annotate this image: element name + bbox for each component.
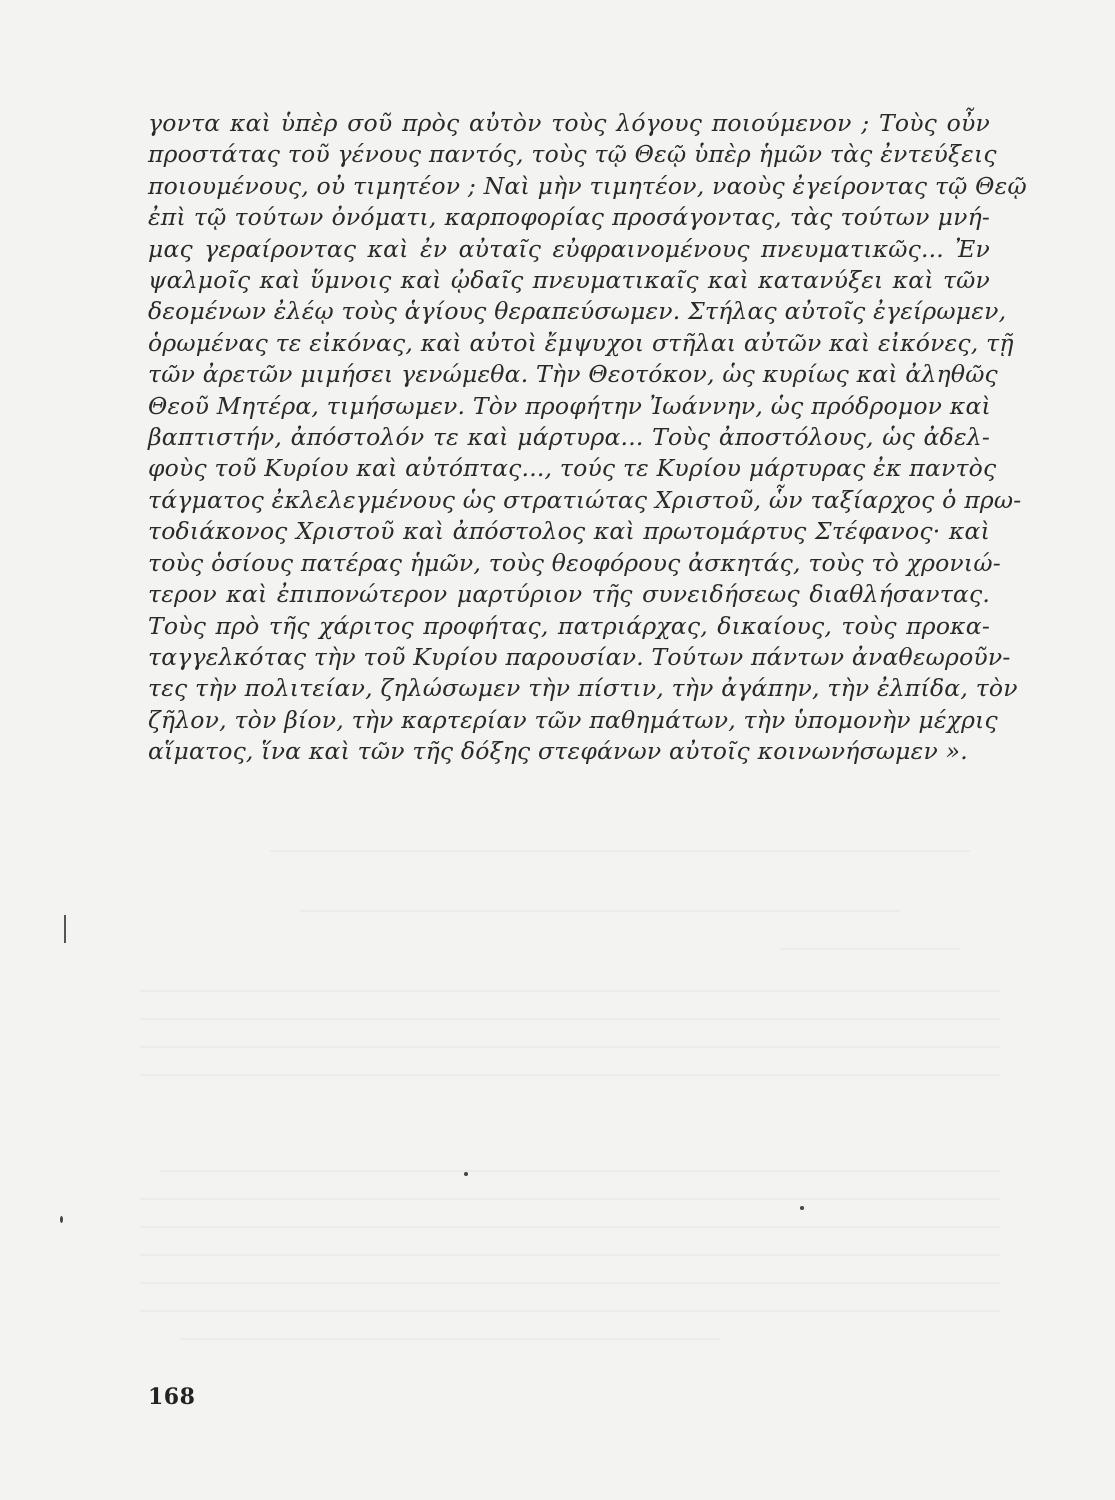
- ink-speck: [60, 1216, 63, 1223]
- ink-speck: [464, 1172, 468, 1176]
- text-line: γοντα καὶ ὑπὲρ σοῦ πρὸς αὐτὸν τοὺς λόγους ποιούμενον ; Τοὺς οὖν: [148, 109, 990, 137]
- text-line: τερον καὶ ἐπιπονώτερον μαρτύριον τῆς συνειδήσεως διαθλήσαντας.: [148, 580, 990, 609]
- text-line: μας γεραίροντας καὶ ἐν αὐταῖς εὐφραινομένους πνευματικῶς... Ἐν: [148, 234, 990, 263]
- text-line: τάγματος ἐκλελεγμένους ὡς στρατιώτας Χριστοῦ, ὧν ταξίαρχος ὁ πρω-: [148, 485, 1022, 514]
- text-line: αἵματος, ἵνα καὶ τῶν τῆς δόξης στεφάνων αὐτοῖς κοινωνήσωμεν ».: [148, 737, 968, 766]
- bleed-through-shadow: [140, 840, 1000, 1360]
- page-number: 168: [148, 1384, 196, 1410]
- text-line: τοδιάκονος Χριστοῦ καὶ ἀπόστολος καὶ πρωτομάρτυς Στέφανος· καὶ: [148, 517, 990, 546]
- text-line: βαπτιστήν, ἀπόστολόν τε καὶ μάρτυρα... Τοὺς ἀποστόλους, ὡς ἀδελ-: [148, 423, 990, 452]
- text-line: Θεοῦ Μητέρα, τιμήσωμεν. Τὸν προφήτην Ἰωάννην, ὡς πρόδρομον καὶ: [148, 391, 991, 420]
- text-line: ἐπὶ τῷ τούτων ὀνόματι, καρποφορίας προσάγοντας, τὰς τούτων μνή-: [148, 203, 990, 232]
- text-line: δεομένων ἐλέῳ τοὺς ἁγίους θεραπεύσωμεν. Στήλας αὐτοῖς ἐγείρωμεν,: [148, 297, 1007, 326]
- text-line: ποιουμένους, οὐ τιμητέον ; Ναὶ μὴν τιμητέον, ναοὺς ἐγείροντας τῷ Θεῷ: [148, 171, 1027, 200]
- ink-speck: [800, 1206, 804, 1210]
- text-line: ψαλμοῖς καὶ ὕμνοις καὶ ᾠδαῖς πνευματικαῖς καὶ κατανύξει καὶ τῶν: [148, 266, 990, 295]
- text-line: προστάτας τοῦ γένους παντός, τοὺς τῷ Θεῷ ὑπὲρ ἡμῶν τὰς ἐντεύξεις: [148, 140, 997, 169]
- body-paragraph: [148, 108, 1027, 768]
- text-line: τῶν ἀρετῶν μιμήσει γενώμεθα. Τὴν Θεοτόκον, ὡς κυρίως καὶ ἀληθῶς: [148, 360, 998, 389]
- text-line: ὁρωμένας τε εἰκόνας, καὶ αὐτοὶ ἔμψυχοι στῆλαι αὐτῶν καὶ εἰκόνες, τῇ: [148, 328, 1014, 357]
- text-line: τες τὴν πολιτείαν, ζηλώσωμεν τὴν πίστιν, τὴν ἀγάπην, τὴν ἐλπίδα, τὸν: [148, 674, 1018, 703]
- text-line: φοὺς τοῦ Κυρίου καὶ αὐτόπτας..., τούς τε Κυρίου μάρτυρας ἐκ παντὸς: [148, 454, 997, 483]
- margin-mark: [64, 915, 66, 943]
- text-line: τοὺς ὁσίους πατέρας ἡμῶν, τοὺς θεοφόρους ἀσκητάς, τοὺς τὸ χρονιώ-: [148, 548, 1001, 577]
- text-line: Τοὺς πρὸ τῆς χάριτος προφήτας, πατριάρχας, δικαίους, τοὺς προκα-: [148, 611, 990, 640]
- text-line: ζῆλον, τὸν βίον, τὴν καρτερίαν τῶν παθημάτων, τὴν ὑπομονὴν μέχρις: [148, 705, 998, 734]
- text-line: ταγγελκότας τὴν τοῦ Κυρίου παρουσίαν. Τούτων πάντων ἀναθεωροῦν-: [148, 642, 1011, 671]
